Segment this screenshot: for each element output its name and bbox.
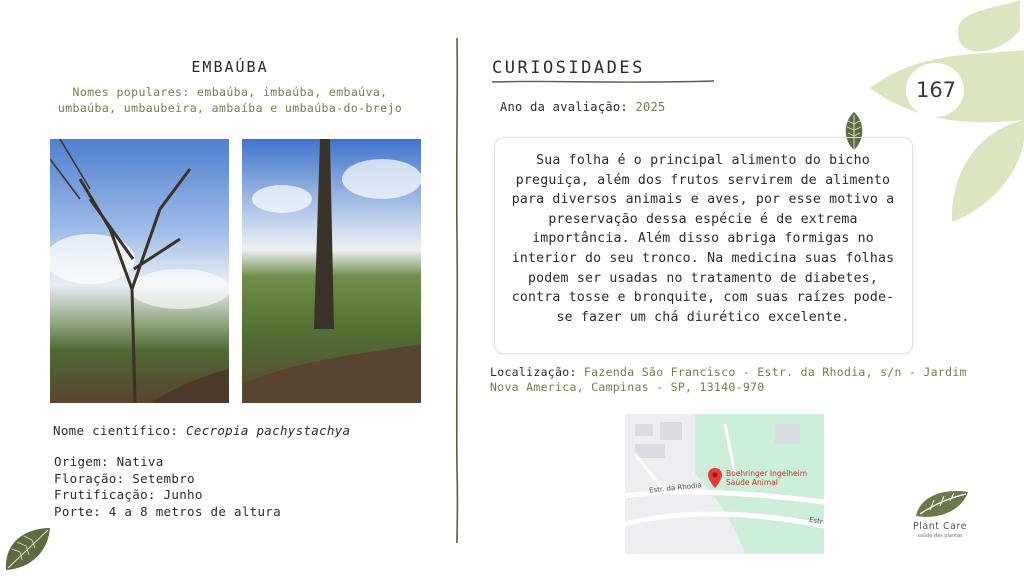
evaluation-year (500, 100, 666, 114)
corner-leaf-icon (2, 526, 52, 572)
scientific-name-value: Cecropia pachystachya (186, 423, 351, 438)
map-road-label-short: Estr (808, 515, 824, 527)
plant-name: EMBAÚBA (191, 58, 269, 76)
map-road-label: Estr. da Rhodia (648, 481, 702, 495)
curiosity-text: Sua folha é o principal alimento do bicho preguiça, além dos frutos servirem de alimento para diversos animais e aves, por esse motivo a preservação dessa espécie é de extrema importância. Além disso abriga formigas no interior do seu tronco. Na medicina suas folhas podem ser usadas no tratamento de diabetes, contra tosse e bronquite, com suas raízes pode-se fazer um chá diurético excelente. (511, 153, 895, 325)
curiosities-title: CURIOSIDADES (492, 58, 645, 78)
flowering: Floração: Setembro (54, 470, 195, 486)
popular-names (40, 84, 420, 116)
title-underline (492, 79, 714, 85)
scientific-name-label: Nome científico: (53, 423, 179, 438)
tree-photo-1 (50, 139, 229, 403)
popular-names-value: embaúba, imbaúba, embaúva, umbaúba, umbaubeira, ambaíba e umbaúba-do-brejo (57, 85, 403, 115)
map-place-line2: Saúde Animal (726, 478, 778, 487)
plant-facts (54, 454, 281, 520)
origin: Origem: Nativa (54, 454, 164, 469)
fruiting: Frutificação: Junho (54, 487, 203, 502)
location-map[interactable] (625, 414, 824, 554)
tree-photo-2 (242, 139, 421, 403)
map-place-label (726, 469, 807, 487)
brand-tagline: saúde das plantas (917, 533, 963, 539)
popular-names-label: Nomes populares: (72, 85, 190, 99)
page-number-badge: 167 (915, 78, 957, 102)
location-value: Fazenda São Francisco - Estr. da Rhodia, s/n - Jardim Nova America, Campinas - SP, 13140-970 (490, 365, 967, 394)
column-divider (455, 38, 459, 543)
map-pin-icon (708, 468, 722, 488)
location (490, 365, 990, 395)
map-place-line1: Boehringer Ingelheim (726, 469, 808, 478)
size: Porte: 4 a 8 metros de altura (54, 503, 281, 519)
brand-logo-icon (914, 488, 970, 520)
evaluation-year-label: Ano da avaliação: (500, 100, 628, 114)
brand-name: Plant Care (913, 521, 967, 532)
evaluation-year-value: 2025 (635, 100, 666, 114)
scientific-name (53, 423, 350, 438)
location-label: Localização: (490, 365, 577, 379)
